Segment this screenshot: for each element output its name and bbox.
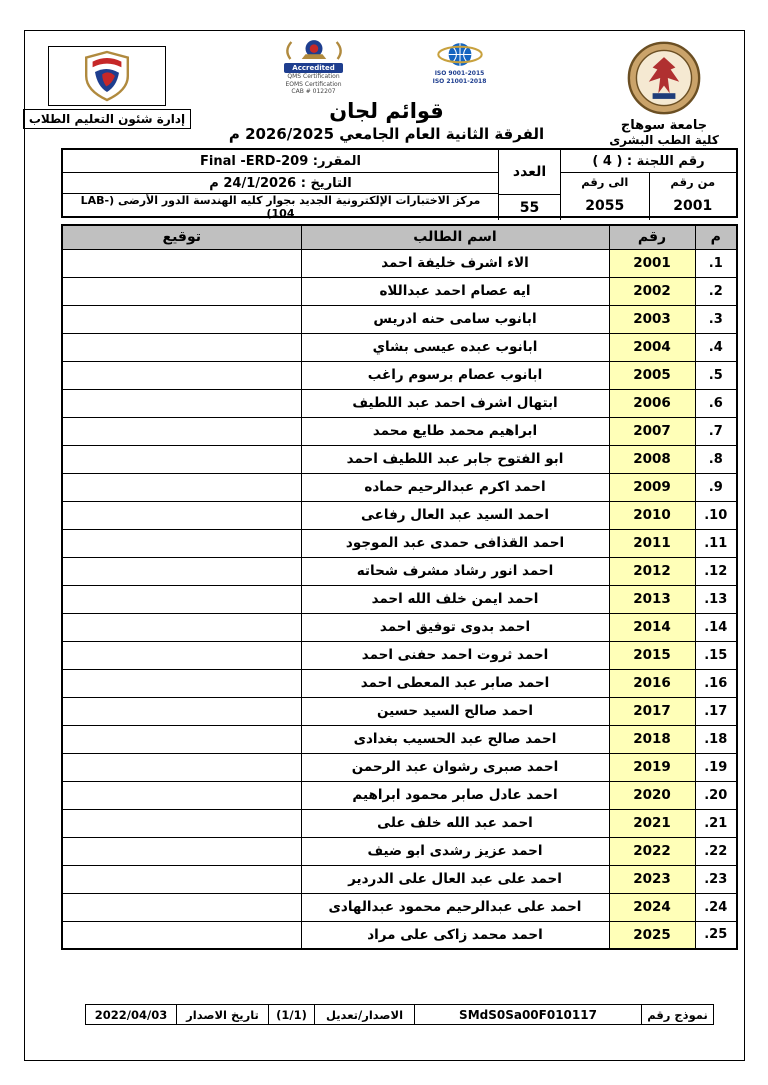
student-name: احمد صالح السيد حسين: [301, 697, 609, 725]
title-block: [183, 34, 590, 143]
student-name: احمد على عبدالرحيم محمود عبدالهادى: [301, 893, 609, 921]
signature-cell: [62, 893, 301, 921]
student-name: احمد محمد زاكى على مراد: [301, 921, 609, 949]
table-row: [62, 809, 737, 837]
student-number: 2017: [609, 697, 695, 725]
form-code: SMdS0Sa00F010117: [414, 1005, 641, 1024]
header-number: رقم: [609, 225, 695, 249]
student-number: 2013: [609, 585, 695, 613]
student-number: 2025: [609, 921, 695, 949]
table-row: [62, 893, 737, 921]
student-serial: 6.: [695, 389, 737, 417]
aja-cert-logo: [408, 39, 512, 85]
student-serial: 5.: [695, 361, 737, 389]
student-serial: 19.: [695, 753, 737, 781]
certification-logos: [262, 39, 512, 96]
student-name: احمد اكرم عبدالرحيم حماده: [301, 473, 609, 501]
student-number: 2018: [609, 725, 695, 753]
student-number: 2006: [609, 389, 695, 417]
signature-cell: [62, 361, 301, 389]
table-row: [62, 921, 737, 949]
students-table: [61, 224, 738, 950]
exam-date-label: التاريخ : 24/1/2026 م: [63, 173, 498, 194]
number-range: [561, 173, 736, 220]
student-serial: 21.: [695, 809, 737, 837]
student-number: 2014: [609, 613, 695, 641]
student-number: 2021: [609, 809, 695, 837]
student-serial: 12.: [695, 557, 737, 585]
student-name: ابانوب عصام برسوم راغب: [301, 361, 609, 389]
student-number: 2001: [609, 249, 695, 277]
student-serial: 3.: [695, 305, 737, 333]
eiac-accredited-banner: Accredited: [284, 63, 342, 73]
signature-cell: [62, 921, 301, 949]
student-number: 2011: [609, 529, 695, 557]
signature-cell: [62, 613, 301, 641]
student-number: 2015: [609, 641, 695, 669]
table-row: [62, 753, 737, 781]
aja-globe-icon: [436, 39, 484, 70]
student-serial: 22.: [695, 837, 737, 865]
eiac-line3: CAB # 012207: [291, 88, 336, 95]
signature-cell: [62, 389, 301, 417]
table-row: [62, 445, 737, 473]
table-row: [62, 613, 737, 641]
count-label: العدد: [499, 150, 560, 195]
table-row: [62, 585, 737, 613]
signature-cell: [62, 333, 301, 361]
page-title: قوائم لجان: [329, 98, 444, 123]
issue-edit-value: (1/1): [268, 1005, 314, 1024]
course-column: [63, 150, 498, 220]
student-serial: 10.: [695, 501, 737, 529]
university-logo-icon: [626, 40, 702, 116]
student-name: ايه عصام احمد عبداللاه: [301, 277, 609, 305]
header-student-name: اسم الطالب: [301, 225, 609, 249]
table-row: [62, 389, 737, 417]
header-serial: م: [695, 225, 737, 249]
course-label: المقرر: Final -ERD-209: [63, 150, 498, 173]
issue-date-value: 2022/04/03: [94, 1007, 168, 1022]
student-serial: 9.: [695, 473, 737, 501]
from-number-label: من رقم: [649, 173, 737, 191]
table-row: [62, 641, 737, 669]
eiac-cert-logo: [262, 39, 366, 96]
signature-cell: [62, 277, 301, 305]
university-name: جامعة سوهاج: [620, 118, 708, 133]
student-number: 2022: [609, 837, 695, 865]
administration-block: [28, 34, 186, 129]
table-row: [62, 669, 737, 697]
table-row: [62, 837, 737, 865]
table-row: [62, 417, 737, 445]
committee-column: [560, 150, 736, 220]
signature-cell: [62, 249, 301, 277]
signature-cell: [62, 641, 301, 669]
administration-logo-box: [48, 46, 166, 106]
committee-number-label: رقم اللجنة : ( 4 ): [561, 150, 736, 173]
student-name: احمد ايمن خلف الله احمد: [301, 585, 609, 613]
student-number: 2009: [609, 473, 695, 501]
student-serial: 24.: [695, 893, 737, 921]
signature-cell: [62, 809, 301, 837]
table-row: [62, 305, 737, 333]
student-name: احمد عزيز رشدى ابو ضيف: [301, 837, 609, 865]
student-number: 2012: [609, 557, 695, 585]
student-name: احمد عبد الله خلف على: [301, 809, 609, 837]
student-name: احمد ثروت احمد حفنى احمد: [301, 641, 609, 669]
student-number: 2002: [609, 277, 695, 305]
form-footer: [85, 1004, 714, 1025]
student-serial: 4.: [695, 333, 737, 361]
student-serial: 1.: [695, 249, 737, 277]
student-name: ابانوب عبده عيسى بشاي: [301, 333, 609, 361]
student-serial: 8.: [695, 445, 737, 473]
student-name: احمد بدوى توفيق احمد: [301, 613, 609, 641]
signature-cell: [62, 697, 301, 725]
table-row: [62, 473, 737, 501]
student-number: 2010: [609, 501, 695, 529]
aja-iso-line1: ISO 9001-2015: [434, 70, 485, 77]
student-serial: 18.: [695, 725, 737, 753]
table-header-row: [62, 225, 737, 249]
table-row: [62, 333, 737, 361]
table-row: [62, 865, 737, 893]
student-serial: 16.: [695, 669, 737, 697]
table-row: [62, 501, 737, 529]
eiac-line1: QMS Certification: [287, 73, 340, 80]
table-row: [62, 557, 737, 585]
signature-cell: [62, 725, 301, 753]
student-serial: 15.: [695, 641, 737, 669]
table-row: [62, 725, 737, 753]
student-serial: 25.: [695, 921, 737, 949]
signature-cell: [62, 865, 301, 893]
student-number: 2008: [609, 445, 695, 473]
student-name: ابتهال اشرف احمد عبد اللطيف: [301, 389, 609, 417]
student-name: ابو الفتوح جابر عبد اللطيف احمد: [301, 445, 609, 473]
signature-cell: [62, 557, 301, 585]
student-serial: 23.: [695, 865, 737, 893]
signature-cell: [62, 445, 301, 473]
signature-cell: [62, 501, 301, 529]
student-number: 2024: [609, 893, 695, 921]
student-serial: 17.: [695, 697, 737, 725]
student-number: 2023: [609, 865, 695, 893]
header-signature: توقيع: [62, 225, 301, 249]
issue-date-label: تاريخ الاصدار: [176, 1005, 268, 1024]
table-row: [62, 249, 737, 277]
student-number: 2020: [609, 781, 695, 809]
signature-cell: [62, 781, 301, 809]
signature-cell: [62, 669, 301, 697]
student-name: ابانوب سامى حنه ادريس: [301, 305, 609, 333]
student-name: ابراهيم محمد طايع محمد: [301, 417, 609, 445]
student-name: احمد على عبد العال على الدردير: [301, 865, 609, 893]
student-name: احمد صبرى رشوان عبد الرحمن: [301, 753, 609, 781]
eiac-line2: EOMS Certification: [285, 80, 342, 88]
signature-cell: [62, 529, 301, 557]
student-number: 2005: [609, 361, 695, 389]
signature-cell: [62, 837, 301, 865]
student-number: 2007: [609, 417, 695, 445]
exam-center-label: مركز الاختبارات الإلكترونية الجديد بجوار كليه الهندسة الدور الأرضى (LAB-104): [80, 194, 481, 220]
student-number: 2016: [609, 669, 695, 697]
table-row: [62, 697, 737, 725]
signature-cell: [62, 753, 301, 781]
student-number: 2003: [609, 305, 695, 333]
student-name: احمد صابر عبد المعطى احمد: [301, 669, 609, 697]
signature-cell: [62, 417, 301, 445]
issue-edit-label: الاصدار/تعديل: [314, 1005, 414, 1024]
student-serial: 14.: [695, 613, 737, 641]
from-number-value: 2001: [649, 191, 737, 220]
aja-iso-line2: ISO 21001-2018: [432, 77, 487, 85]
student-serial: 7.: [695, 417, 737, 445]
form-number-label: نموذج رقم: [641, 1005, 713, 1024]
table-row: [62, 277, 737, 305]
eiac-emblem-icon: [281, 39, 347, 62]
student-name: الاء اشرف خليفة احمد: [301, 249, 609, 277]
exam-info-table: [61, 148, 738, 218]
student-name: احمد السيد عبد العال رفاعى: [301, 501, 609, 529]
document-page: [24, 30, 745, 1061]
student-serial: 20.: [695, 781, 737, 809]
student-name: احمد القذافى حمدى عبد الموجود: [301, 529, 609, 557]
signature-cell: [62, 473, 301, 501]
student-name: احمد انور رشاد مشرف شحاته: [301, 557, 609, 585]
faculty-name: كلية الطب البشرى: [609, 133, 719, 147]
student-number: 2019: [609, 753, 695, 781]
to-number-value: 2055: [585, 197, 625, 214]
count-value: 55: [519, 199, 540, 216]
table-row: [62, 529, 737, 557]
administration-shield-icon: [83, 49, 131, 103]
page-subtitle: الفرقة الثانية العام الجامعي 2026/2025 م: [228, 124, 545, 143]
student-serial: 13.: [695, 585, 737, 613]
student-serial: 2.: [695, 277, 737, 305]
student-number: 2004: [609, 333, 695, 361]
to-number-label: الى رقم: [581, 175, 629, 189]
university-block: [590, 34, 738, 147]
page-header: [28, 34, 738, 148]
student-name: احمد صالح عبد الحسيب بغدادى: [301, 725, 609, 753]
signature-cell: [62, 305, 301, 333]
signature-cell: [62, 585, 301, 613]
table-row: [62, 781, 737, 809]
student-serial: 11.: [695, 529, 737, 557]
administration-label: إدارة شئون التعليم الطلاب: [23, 109, 191, 129]
count-column: [498, 150, 560, 220]
content-area: [61, 148, 738, 950]
student-name: احمد عادل صابر محمود ابراهيم: [301, 781, 609, 809]
table-row: [62, 361, 737, 389]
